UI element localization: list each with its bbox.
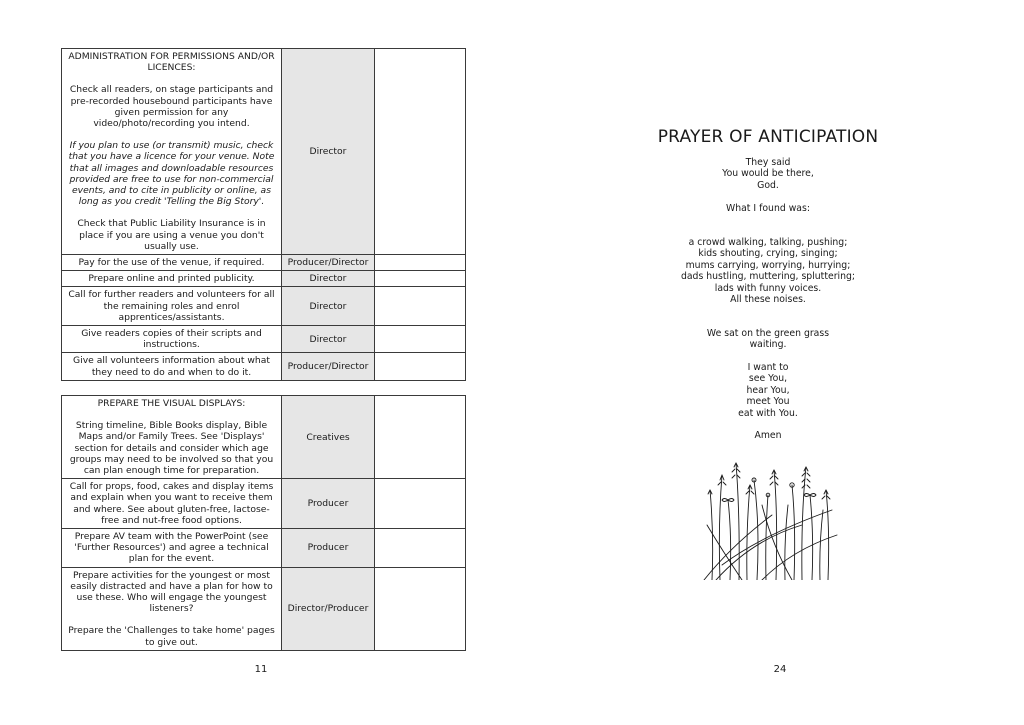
table-row [62, 255, 466, 271]
prayer-line: mums carrying, worrying, hurrying; [685, 259, 851, 271]
task-cell [62, 326, 282, 353]
prayer-line: You would be there, [722, 168, 814, 180]
role-cell: Director/Producer [282, 567, 375, 650]
role-cell: Director [282, 49, 375, 255]
prayer-line: eat with You. [738, 407, 798, 419]
role-cell: Producer/Director [282, 255, 375, 271]
task-cell [62, 255, 282, 271]
table-row [62, 529, 466, 568]
page-number-left: 11 [254, 664, 268, 675]
task-text: PREPARE THE VISUAL DISPLAYS: [97, 398, 246, 409]
prayer-line: I want to [747, 362, 789, 373]
task-cell [62, 271, 282, 287]
notes-cell [375, 529, 466, 568]
notes-cell [375, 255, 466, 271]
prayer-stanza [648, 328, 888, 351]
page-number-right: 24 [773, 664, 787, 675]
grass-sketch-icon [702, 455, 840, 580]
table-row [62, 353, 466, 380]
task-text: Give all volunteers information about what they need to do and when to do it. [73, 355, 270, 378]
prayer-stanza [648, 157, 888, 191]
prayer-stanza [648, 203, 888, 214]
notes-cell [375, 479, 466, 529]
prayer-stanza [648, 362, 888, 419]
table-row [62, 479, 466, 529]
table-row [62, 326, 466, 353]
task-text: Prepare the 'Challenges to take home' pages to give out. [68, 625, 275, 648]
task-text: Check all readers, on stage participants and pre-recorded housebound participants have given permission for any video/photo/recording you intend. [69, 84, 274, 130]
prayer-line: dads hustling, muttering, spluttering; [680, 271, 856, 283]
prayer-line: We sat on the green grass [706, 328, 830, 339]
prayer-line: meet You [746, 396, 790, 408]
prayer-line: They said [745, 157, 791, 168]
role-cell: Creatives [282, 396, 375, 479]
task-cell [62, 567, 282, 650]
task-cell [62, 49, 282, 255]
notes-cell [375, 326, 466, 353]
role-cell: Producer [282, 529, 375, 568]
prayer-line: God. [757, 179, 779, 191]
task-text: If you plan to use (or transmit) music, check that you have a licence for your venue. Note that all images and downloadable resources provided are free to use for non-commercial events, and to cite in publicity or online, as long as you credit 'Telling the Big Story'. [68, 140, 275, 208]
task-cell [62, 479, 282, 529]
prayer-stanza [648, 430, 888, 441]
admin-table-body [62, 49, 466, 381]
table-row [62, 271, 466, 287]
prayer-line: see You, [748, 373, 788, 385]
prayer-line: kids shouting, crying, singing; [698, 248, 838, 260]
notes-cell [375, 49, 466, 255]
task-cell [62, 287, 282, 326]
admin-planning-table [61, 48, 466, 381]
task-cell [62, 529, 282, 568]
prayer-line: a crowd walking, talking, pushing; [688, 237, 848, 248]
notes-cell [375, 271, 466, 287]
task-text: Prepare online and printed publicity. [88, 273, 255, 285]
role-cell: Director [282, 271, 375, 287]
task-text: Pay for the use of the venue, if required. [78, 257, 265, 269]
prayer-line: Amen [754, 430, 782, 441]
task-cell [62, 353, 282, 380]
task-text: String timeline, Bible Books display, Bible Maps and/or Family Trees. See 'Displays' section for details and consider which age groups may need to be involved so that you can plan enough time for preparation. [69, 420, 274, 477]
prayer-title: PRAYER OF ANTICIPATION [657, 127, 879, 147]
visual-displays-table [61, 395, 466, 651]
prayer-line: waiting. [749, 339, 787, 351]
notes-cell [375, 353, 466, 380]
notes-cell [375, 567, 466, 650]
table-row [62, 396, 466, 479]
prayer-line: All these noises. [730, 294, 806, 306]
prayer-line: lads with funny voices. [714, 282, 822, 294]
table-row [62, 49, 466, 255]
right-page [512, 0, 1024, 725]
role-cell: Producer/Director [282, 353, 375, 380]
task-text: Prepare activities for the youngest or most easily distracted and have a plan for how to use these. Who will engage the youngest listeners? [70, 569, 273, 615]
task-text: Call for further readers and volunteers for all the remaining roles and enrol apprentices/assistants. [68, 289, 275, 323]
prayer-line: What I found was: [726, 203, 810, 214]
task-text: Check that Public Liability Insurance is in place if you are using a venue you don't usually use. [77, 218, 266, 252]
prayer-stanza [648, 237, 888, 305]
task-text: Call for props, food, cakes and display items and explain when you want to receive them and where. See about gluten-free, lactose-free and nut-free food options. [69, 481, 274, 526]
notes-cell [375, 287, 466, 326]
task-text: Prepare AV team with the PowerPoint (see 'Further Resources') and agree a technical plan for the event. [74, 531, 269, 565]
role-cell: Producer [282, 479, 375, 529]
role-cell: Director [282, 287, 375, 326]
prayer-line: hear You, [746, 384, 790, 396]
table-row [62, 567, 466, 650]
task-text: ADMINISTRATION FOR PERMISSIONS AND/OR LICENCES: [68, 51, 275, 74]
role-cell: Director [282, 326, 375, 353]
task-text: Give readers copies of their scripts and instructions. [81, 328, 262, 351]
table-row [62, 287, 466, 326]
notes-cell [375, 396, 466, 479]
task-cell [62, 396, 282, 479]
visual-table-body [62, 396, 466, 651]
